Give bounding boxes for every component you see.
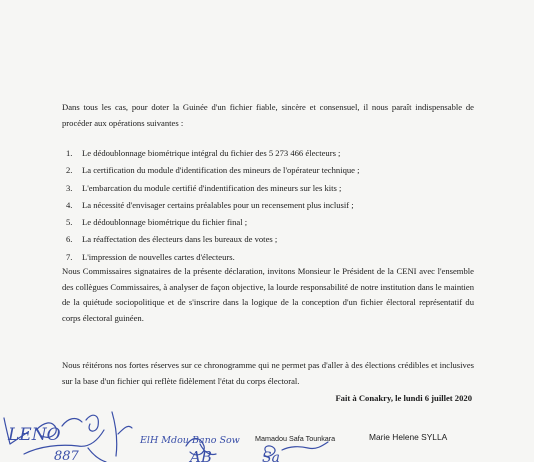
- operation-text: La nécessité d'envisager certains préalables pour un recensement plus inclusif ;: [82, 199, 354, 210]
- operation-text: L'embarcation du module certifié d'indentification des mineurs sur les kits ;: [82, 182, 342, 193]
- signature-middle-text: ElH Mdou Bano Sow: [140, 435, 240, 446]
- signature-right-text: Sa: [262, 450, 280, 462]
- operation-text: La réaffectation des électeurs dans les bureaux de votes ;: [82, 234, 278, 245]
- operation-text: Le dédoublonnage biométrique du fichier final ;: [82, 217, 248, 228]
- operation-text: L'impression de nouvelles cartes d'électeurs.: [82, 251, 235, 262]
- declaration-paragraph: Nous Commissaires signataires de la présente déclaration, invitons Monsieur le Président de la CENI avec l'ensemble des collègues Commissaires, à analyser de façon objective, la lourde responsabilité de notre institution dans le maintien de la quiétude sociopolitique et de s'inscrire dans la logique de la conception d'un fichier électoral représentatif du corps électoral guinéen.: [62, 266, 474, 323]
- operation-number: 1.: [66, 148, 73, 158]
- operation-number: 4.: [66, 199, 73, 210]
- signature-left-text: LENO: [8, 425, 61, 445]
- operation-number: 3.: [66, 182, 73, 193]
- signatory-name-sylla: Marie Helene SYLLA: [369, 432, 448, 442]
- operation-number: 6.: [66, 234, 73, 245]
- operation-text: Le dédoublonnage biométrique intégral du fichier des 5 273 466 électeurs ;: [82, 148, 341, 158]
- date-line: Fait à Conakry, le lundi 6 juillet 2020: [335, 393, 472, 403]
- reserve-paragraph: Nous réitérons nos fortes réserves sur ce chronogramme qui ne permet pas d'aller à des élections crédibles et inclusives sur la base d'un fichier qui reflète fidèlement l'état du corps électoral.: [62, 360, 474, 386]
- signature-left-text-2: 887: [54, 449, 79, 462]
- operation-number: 5.: [66, 217, 73, 228]
- signatory-name-tounkara: Mamadou Safa Tounkara: [255, 434, 336, 443]
- intro-paragraph: Dans tous les cas, pour doter la Guinée d'un fichier fiable, sincère et consensuel, il nous paraît indispensable de procéder aux opérations suivantes :: [62, 102, 474, 128]
- signature-middle-text-2: AB: [190, 448, 212, 462]
- operation-number: 7.: [66, 251, 73, 262]
- operation-number: 2.: [66, 165, 73, 176]
- operation-text: La certification du module d'identification des mineurs de l'opérateur technique ;: [82, 165, 360, 176]
